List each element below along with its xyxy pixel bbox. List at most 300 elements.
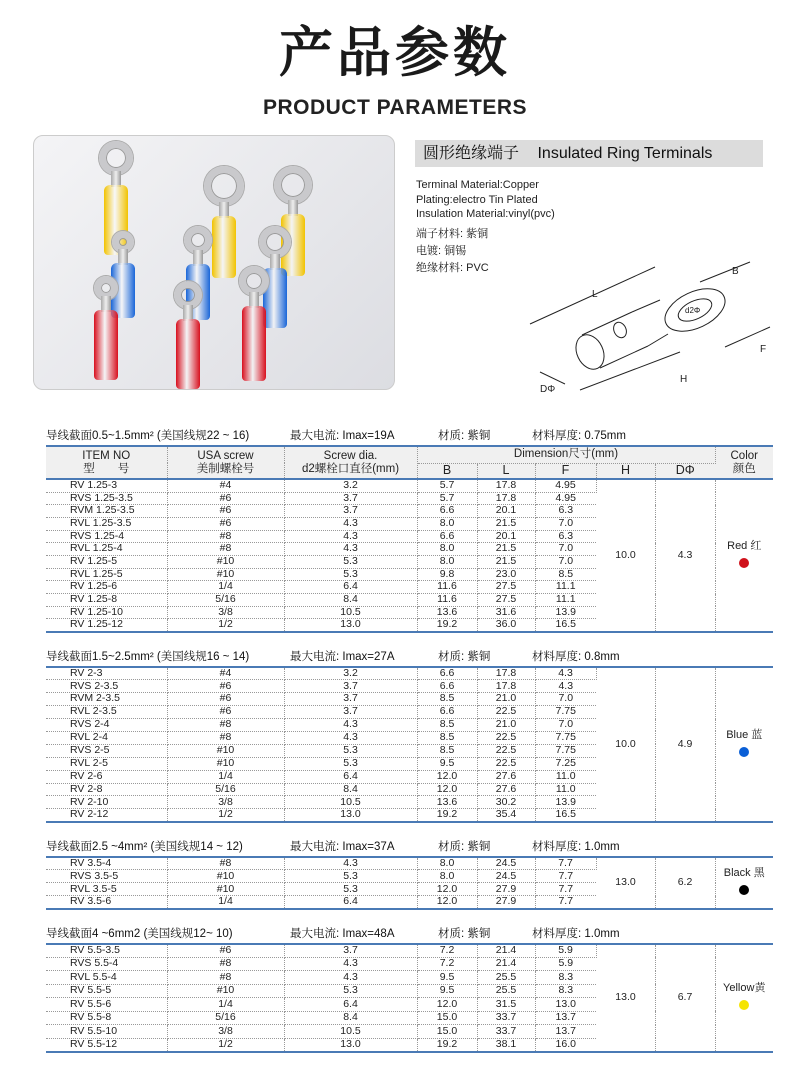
dim-f: 8.3 — [535, 971, 596, 985]
item-no: RVM 1.25-3.5 — [46, 505, 167, 518]
dim-f: 16.5 — [535, 619, 596, 632]
spec-line: 电镀: 铜锡 — [416, 245, 467, 257]
spec-tables — [46, 428, 773, 1069]
dim-f: 7.75 — [535, 706, 596, 719]
color-dot-icon — [739, 558, 749, 568]
usa-screw: #6 — [167, 706, 284, 719]
dim-b: 8.0 — [417, 857, 477, 870]
item-no: RV 5.5-12 — [46, 1038, 167, 1052]
dim-l: 27.9 — [477, 896, 535, 909]
header-label: ITEM NO — [82, 449, 131, 462]
usa-screw: #10 — [167, 568, 284, 581]
dim-b: 9.5 — [417, 984, 477, 998]
usa-screw: 3/8 — [167, 796, 284, 809]
insulation-color — [715, 857, 773, 909]
item-no: RV 2-8 — [46, 783, 167, 796]
item-no: RV 1.25-12 — [46, 619, 167, 632]
dim-b: 8.0 — [417, 517, 477, 530]
screw-dia: 6.4 — [284, 770, 417, 783]
insulation-color — [715, 479, 773, 632]
spec-section — [46, 428, 773, 633]
dim-f: 13.0 — [535, 998, 596, 1012]
item-no: RV 2-12 — [46, 809, 167, 822]
usa-screw: #8 — [167, 731, 284, 744]
item-no: RV 5.5-6 — [46, 998, 167, 1012]
dim-h: 10.0 — [596, 479, 655, 632]
spec-table — [46, 666, 773, 823]
screw-dia: 13.0 — [284, 619, 417, 632]
dim-l: 22.5 — [477, 744, 535, 757]
dim-b: 13.6 — [417, 796, 477, 809]
screw-dia: 10.5 — [284, 796, 417, 809]
product-title-cn: 圆形绝缘端子 — [423, 145, 520, 162]
spec-line: Terminal Material:Copper — [416, 179, 539, 191]
dim-b: 19.2 — [417, 809, 477, 822]
label-B: B — [732, 266, 739, 277]
max-current: 最大电流: Imax=27A — [290, 650, 395, 663]
screw-dia: 10.5 — [284, 1025, 417, 1039]
group-heading — [46, 839, 773, 855]
col-usa-screw — [167, 446, 284, 479]
header-label: Screw dia. — [323, 449, 378, 462]
dim-b: 6.6 — [417, 706, 477, 719]
item-no: RVL 2-5 — [46, 757, 167, 770]
dim-f: 7.0 — [535, 719, 596, 732]
usa-screw: 3/8 — [167, 606, 284, 619]
usa-screw: #6 — [167, 517, 284, 530]
dim-f: 8.5 — [535, 568, 596, 581]
header-label: Color — [730, 449, 758, 462]
item-no: RVL 1.25-4 — [46, 543, 167, 556]
dim-l: 20.1 — [477, 505, 535, 518]
dim-b: 9.5 — [417, 757, 477, 770]
dim-f: 16.0 — [535, 1038, 596, 1052]
screw-dia: 5.3 — [284, 883, 417, 896]
usa-screw: #8 — [167, 971, 284, 985]
col-B: B — [417, 463, 477, 479]
spec-line: Insulation Material:vinyl(pvc) — [416, 208, 555, 220]
usa-screw: #6 — [167, 492, 284, 505]
screw-dia: 4.3 — [284, 857, 417, 870]
col-D: DΦ — [655, 463, 715, 479]
dim-f: 7.75 — [535, 731, 596, 744]
dim-l: 22.5 — [477, 706, 535, 719]
item-no: RV 5.5-5 — [46, 984, 167, 998]
usa-screw: 3/8 — [167, 1025, 284, 1039]
spec-line: Plating:electro Tin Plated — [416, 193, 538, 206]
item-no: RV 5.5-3.5 — [46, 944, 167, 958]
dim-l: 35.4 — [477, 809, 535, 822]
spec-section — [46, 649, 773, 823]
usa-screw: #10 — [167, 757, 284, 770]
dim-f: 13.9 — [535, 606, 596, 619]
color-dot-icon — [739, 747, 749, 757]
item-no: RV 1.25-8 — [46, 594, 167, 607]
dim-l: 33.7 — [477, 1025, 535, 1039]
dim-f: 4.95 — [535, 479, 596, 492]
insulation-color — [715, 944, 773, 1052]
spec-section — [46, 839, 773, 910]
label-F: F — [760, 344, 767, 355]
usa-screw: #6 — [167, 944, 284, 958]
dim-l: 27.5 — [477, 594, 535, 607]
header-label: 型 号 — [83, 462, 130, 475]
col-L: L — [477, 463, 535, 479]
dim-l: 22.5 — [477, 757, 535, 770]
dim-b: 8.0 — [417, 543, 477, 556]
dim-f: 4.3 — [535, 667, 596, 680]
dim-b: 6.6 — [417, 530, 477, 543]
screw-dia: 3.7 — [284, 505, 417, 518]
dim-l: 23.0 — [477, 568, 535, 581]
usa-screw: 5/16 — [167, 594, 284, 607]
item-no: RVS 2-5 — [46, 744, 167, 757]
screw-dia: 3.7 — [284, 492, 417, 505]
usa-screw: #10 — [167, 555, 284, 568]
usa-screw: #4 — [167, 667, 284, 680]
screw-dia: 10.5 — [284, 606, 417, 619]
group-heading — [46, 649, 773, 665]
max-current: 最大电流: Imax=37A — [290, 840, 395, 853]
dim-l: 36.0 — [477, 619, 535, 632]
table-row — [46, 479, 773, 492]
usa-screw: #6 — [167, 693, 284, 706]
col-F: F — [535, 463, 596, 479]
dim-b: 12.0 — [417, 998, 477, 1012]
usa-screw: 5/16 — [167, 783, 284, 796]
dim-f: 8.3 — [535, 984, 596, 998]
dim-b: 13.6 — [417, 606, 477, 619]
screw-dia: 3.2 — [284, 667, 417, 680]
item-no: RV 2-10 — [46, 796, 167, 809]
item-no: RV 1.25-6 — [46, 581, 167, 594]
screw-dia: 3.7 — [284, 944, 417, 958]
item-no: RV 1.25-3 — [46, 479, 167, 492]
specs-cn — [416, 226, 489, 277]
dim-l: 21.4 — [477, 957, 535, 971]
dim-l: 17.8 — [477, 680, 535, 693]
dim-f: 7.7 — [535, 883, 596, 896]
item-no: RVL 2-4 — [46, 731, 167, 744]
screw-dia: 4.3 — [284, 719, 417, 732]
screw-dia: 6.4 — [284, 998, 417, 1012]
dim-b: 8.5 — [417, 719, 477, 732]
item-no: RVS 3.5-5 — [46, 870, 167, 883]
thickness: 材料厚度: 0.75mm — [532, 430, 626, 442]
screw-dia: 13.0 — [284, 809, 417, 822]
dim-f: 13.7 — [535, 1025, 596, 1039]
thickness: 材料厚度: 1.0mm — [532, 840, 620, 853]
screw-dia: 8.4 — [284, 783, 417, 796]
item-no: RV 2-3 — [46, 667, 167, 680]
dim-f: 6.3 — [535, 530, 596, 543]
dim-l: 33.7 — [477, 1011, 535, 1025]
table-row — [46, 944, 773, 958]
material: 材质: 紫铜 — [438, 430, 491, 442]
usa-screw: 1/2 — [167, 1038, 284, 1052]
item-no: RV 2-6 — [46, 770, 167, 783]
item-no: RVL 3.5-5 — [46, 883, 167, 896]
dim-l: 25.5 — [477, 971, 535, 985]
dim-b: 12.0 — [417, 883, 477, 896]
usa-screw: 5/16 — [167, 1011, 284, 1025]
color-dot-icon — [739, 1000, 749, 1010]
spec-section — [46, 926, 773, 1053]
header-label: 美制螺栓号 — [196, 462, 255, 475]
dim-b: 12.0 — [417, 770, 477, 783]
screw-dia: 5.3 — [284, 757, 417, 770]
dimension-lines — [530, 262, 770, 390]
screw-dia: 8.4 — [284, 594, 417, 607]
dim-l: 27.6 — [477, 783, 535, 796]
dim-f: 7.7 — [535, 870, 596, 883]
thickness: 材料厚度: 1.0mm — [532, 927, 620, 940]
spec-table — [46, 943, 773, 1053]
screw-dia: 13.0 — [284, 1038, 417, 1052]
usa-screw: #4 — [167, 479, 284, 492]
screw-dia: 6.4 — [284, 581, 417, 594]
screw-dia: 5.3 — [284, 568, 417, 581]
usa-screw: 1/2 — [167, 619, 284, 632]
screw-dia: 3.7 — [284, 680, 417, 693]
dim-b: 8.5 — [417, 744, 477, 757]
color-dot-icon — [739, 885, 749, 895]
dim-l: 17.8 — [477, 667, 535, 680]
dim-b: 6.6 — [417, 667, 477, 680]
dim-b: 9.5 — [417, 971, 477, 985]
dim-d: 4.9 — [655, 667, 715, 822]
item-no: RVS 2-4 — [46, 719, 167, 732]
dim-l: 27.6 — [477, 770, 535, 783]
dim-f: 7.0 — [535, 517, 596, 530]
screw-dia: 5.3 — [284, 984, 417, 998]
dim-l: 21.5 — [477, 543, 535, 556]
dim-l: 25.5 — [477, 984, 535, 998]
dim-l: 27.9 — [477, 883, 535, 896]
dim-b: 7.2 — [417, 957, 477, 971]
usa-screw: #6 — [167, 505, 284, 518]
screw-dia: 4.3 — [284, 517, 417, 530]
usa-screw: #8 — [167, 530, 284, 543]
usa-screw: 1/4 — [167, 896, 284, 909]
dim-b: 8.0 — [417, 555, 477, 568]
dim-f: 7.25 — [535, 757, 596, 770]
dim-l: 31.5 — [477, 998, 535, 1012]
item-no: RV 5.5-10 — [46, 1025, 167, 1039]
col-screw-dia — [284, 446, 417, 479]
dim-b: 5.7 — [417, 479, 477, 492]
dim-b: 12.0 — [417, 896, 477, 909]
dim-b: 8.0 — [417, 870, 477, 883]
dim-f: 16.5 — [535, 809, 596, 822]
dim-l: 21.4 — [477, 944, 535, 958]
screw-dia: 5.3 — [284, 870, 417, 883]
screw-dia: 4.3 — [284, 530, 417, 543]
color-label: Black 黑 — [723, 867, 765, 880]
col-H: H — [596, 463, 655, 479]
dim-f: 13.7 — [535, 1011, 596, 1025]
wire-gauge: 导线截面4 ~6mm2 (美国线规12~ 10) — [46, 927, 233, 940]
usa-screw: #8 — [167, 719, 284, 732]
dim-l: 22.5 — [477, 731, 535, 744]
item-no: RVS 5.5-4 — [46, 957, 167, 971]
dim-f: 7.7 — [535, 857, 596, 870]
table-row — [46, 667, 773, 680]
product-title-bar — [415, 140, 763, 167]
dim-f: 4.3 — [535, 680, 596, 693]
dim-b: 6.6 — [417, 680, 477, 693]
col-dimension: Dimension尺寸(mm) — [417, 446, 715, 463]
item-no: RV 5.5-8 — [46, 1011, 167, 1025]
screw-dia: 4.3 — [284, 731, 417, 744]
screw-dia: 6.4 — [284, 896, 417, 909]
dim-b: 7.2 — [417, 944, 477, 958]
wire-gauge: 导线截面0.5~1.5mm² (美国线规22 ~ 16) — [46, 430, 250, 442]
item-no: RVL 1.25-3.5 — [46, 517, 167, 530]
dim-f: 4.95 — [535, 492, 596, 505]
dim-l: 21.0 — [477, 719, 535, 732]
group-heading — [46, 926, 773, 942]
screw-dia: 8.4 — [284, 1011, 417, 1025]
label-H: H — [680, 374, 688, 385]
label-d2: d2Φ — [685, 306, 701, 315]
col-color — [715, 446, 773, 479]
item-no: RVS 1.25-4 — [46, 530, 167, 543]
usa-screw: #6 — [167, 680, 284, 693]
header-label: USA screw — [197, 449, 254, 462]
material: 材质: 紫铜 — [438, 927, 491, 940]
dim-d: 4.3 — [655, 479, 715, 632]
dim-f: 7.7 — [535, 896, 596, 909]
thickness: 材料厚度: 0.8mm — [532, 650, 620, 663]
item-no: RVM 2-3.5 — [46, 693, 167, 706]
material: 材质: 紫铜 — [438, 650, 491, 663]
usa-screw: #10 — [167, 744, 284, 757]
color-label: Yellow黄 — [723, 982, 766, 995]
dim-f: 11.0 — [535, 783, 596, 796]
usa-screw: 1/2 — [167, 809, 284, 822]
spec-table — [46, 445, 773, 633]
dim-b: 5.7 — [417, 492, 477, 505]
wire-gauge: 导线截面1.5~2.5mm² (美国线规16 ~ 14) — [46, 650, 250, 663]
color-label: Red 红 — [727, 539, 762, 552]
dim-f: 6.3 — [535, 505, 596, 518]
table-row — [46, 857, 773, 870]
item-no: RV 1.25-10 — [46, 606, 167, 619]
dim-b: 12.0 — [417, 783, 477, 796]
dim-f: 5.9 — [535, 944, 596, 958]
item-no: RV 3.5-4 — [46, 857, 167, 870]
usa-screw: #10 — [167, 883, 284, 896]
dim-b: 15.0 — [417, 1011, 477, 1025]
dim-b: 11.6 — [417, 581, 477, 594]
label-D: DΦ — [540, 384, 556, 395]
page-title-cn: 产品参数 — [279, 21, 511, 84]
page-title-en: PRODUCT PARAMETERS — [262, 96, 528, 119]
dim-l: 38.1 — [477, 1038, 535, 1052]
screw-dia: 5.3 — [284, 744, 417, 757]
dim-l: 21.5 — [477, 517, 535, 530]
item-no: RVL 1.25-5 — [46, 568, 167, 581]
group-heading — [46, 428, 773, 444]
screw-dia: 4.3 — [284, 543, 417, 556]
usa-screw: 1/4 — [167, 581, 284, 594]
dim-b: 9.8 — [417, 568, 477, 581]
dim-f: 5.9 — [535, 957, 596, 971]
header-label: 颜色 — [732, 462, 756, 475]
item-no: RVL 5.5-4 — [46, 971, 167, 985]
screw-dia: 4.3 — [284, 957, 417, 971]
dim-b: 8.5 — [417, 693, 477, 706]
usa-screw: 1/4 — [167, 998, 284, 1012]
wire-gauge: 导线截面2.5 ~4mm² (美国线规14 ~ 12) — [46, 840, 243, 853]
specs-en — [416, 178, 555, 222]
screw-dia: 5.3 — [284, 555, 417, 568]
color-label: Blue 蓝 — [726, 728, 763, 741]
dim-h: 13.0 — [596, 944, 655, 1052]
dim-l: 21.0 — [477, 693, 535, 706]
max-current: 最大电流: Imax=48A — [290, 927, 395, 940]
dim-l: 20.1 — [477, 530, 535, 543]
insulation-color — [715, 667, 773, 822]
max-current: 最大电流: Imax=19A — [290, 430, 395, 442]
dim-f: 7.75 — [535, 744, 596, 757]
dim-f: 11.1 — [535, 581, 596, 594]
dim-l: 27.5 — [477, 581, 535, 594]
dim-b: 8.5 — [417, 731, 477, 744]
dim-b: 11.6 — [417, 594, 477, 607]
item-no: RVS 2-3.5 — [46, 680, 167, 693]
usa-screw: #10 — [167, 870, 284, 883]
item-no: RVS 1.25-3.5 — [46, 492, 167, 505]
screw-dia: 3.2 — [284, 479, 417, 492]
dim-f: 11.1 — [535, 594, 596, 607]
dim-f: 7.0 — [535, 693, 596, 706]
item-no: RVL 2-3.5 — [46, 706, 167, 719]
usa-screw: 1/4 — [167, 770, 284, 783]
dim-f: 7.0 — [535, 555, 596, 568]
dim-h: 13.0 — [596, 857, 655, 909]
dim-l: 17.8 — [477, 479, 535, 492]
dim-l: 30.2 — [477, 796, 535, 809]
product-title-en: Insulated Ring Terminals — [537, 145, 713, 162]
usa-screw: #8 — [167, 543, 284, 556]
dim-d: 6.2 — [655, 857, 715, 909]
spec-table — [46, 856, 773, 910]
dim-l: 21.5 — [477, 555, 535, 568]
dim-b: 6.6 — [417, 505, 477, 518]
dim-l: 24.5 — [477, 857, 535, 870]
screw-dia: 3.7 — [284, 706, 417, 719]
dim-l: 24.5 — [477, 870, 535, 883]
usa-screw: #8 — [167, 857, 284, 870]
dim-b: 15.0 — [417, 1025, 477, 1039]
item-no: RV 3.5-6 — [46, 896, 167, 909]
col-item — [46, 446, 167, 479]
dim-h: 10.0 — [596, 667, 655, 822]
dim-f: 11.0 — [535, 770, 596, 783]
spec-line: 端子材料: 紫铜 — [416, 228, 489, 240]
product-photo — [33, 135, 395, 390]
screw-dia: 3.7 — [284, 693, 417, 706]
item-no: RV 1.25-5 — [46, 555, 167, 568]
usa-screw: #8 — [167, 957, 284, 971]
header-label: d2螺栓口直径(mm) — [301, 462, 400, 475]
dim-l: 31.6 — [477, 606, 535, 619]
terminal-dimension-diagram — [520, 252, 790, 397]
label-L: L — [592, 289, 598, 300]
dim-f: 13.9 — [535, 796, 596, 809]
